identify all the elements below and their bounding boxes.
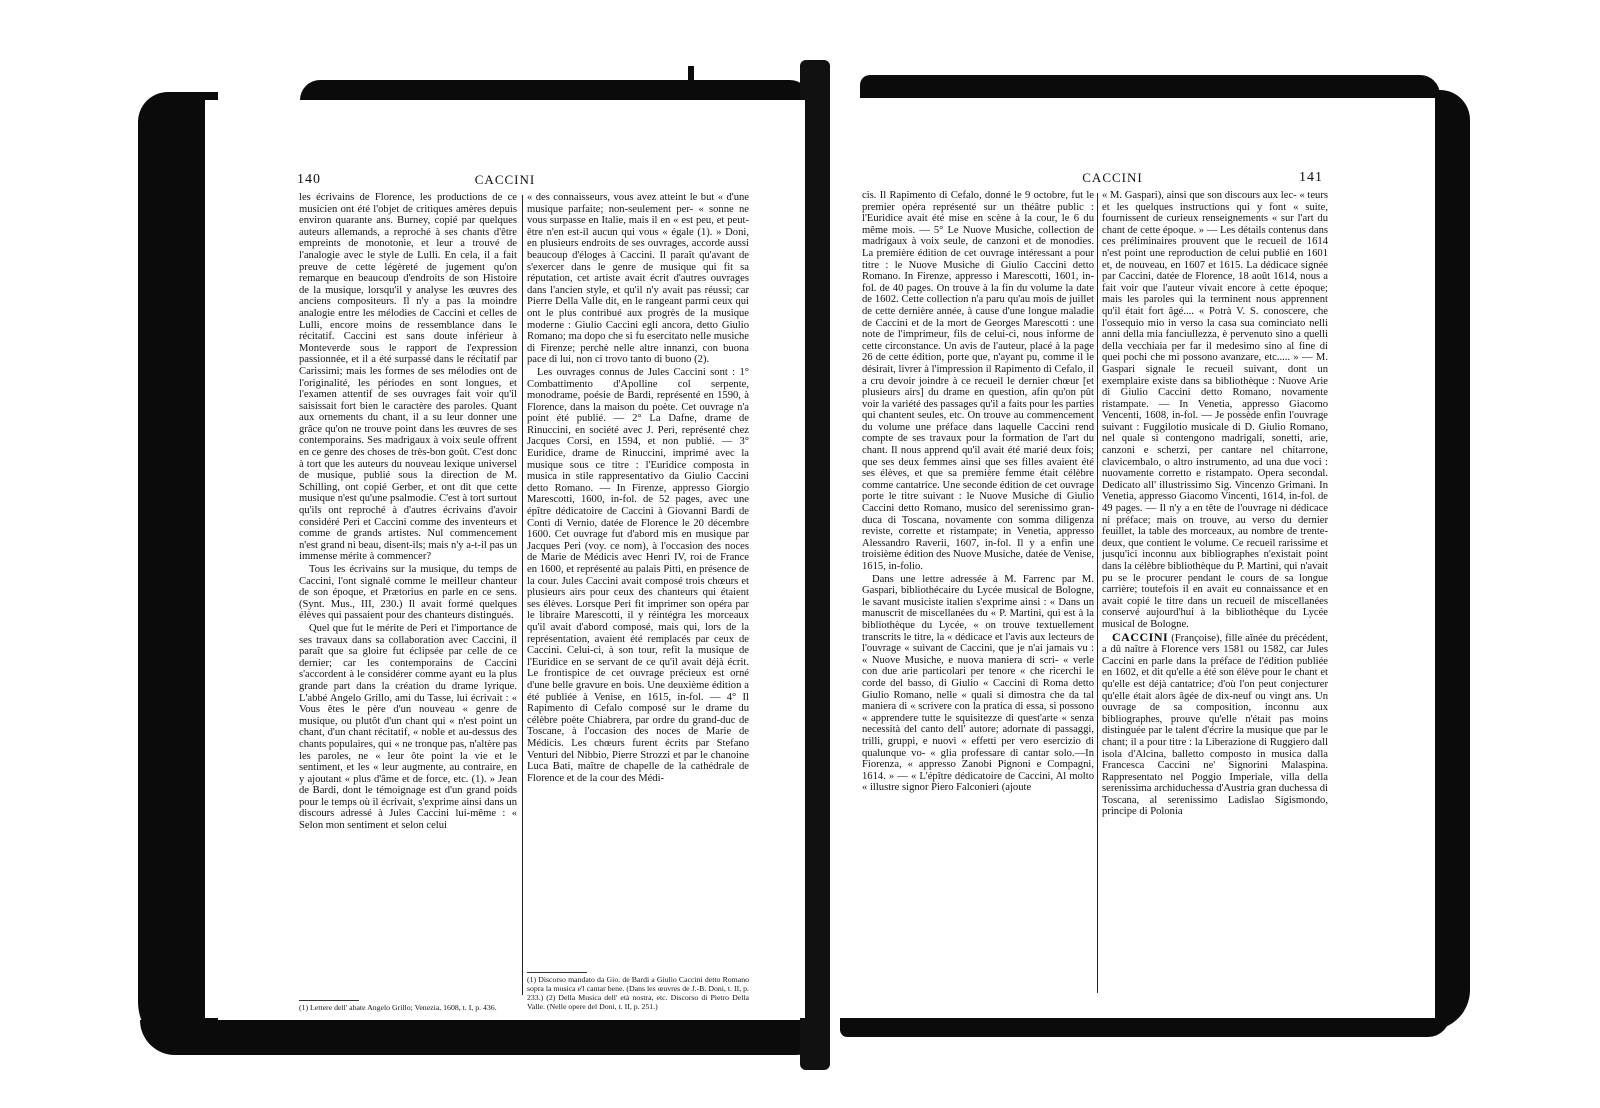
paragraph: « M. Gaspari), ainsi que son discours aux lec- « teurs et les quelques instructions qui y font « suite, fournissent de curieux renseignements « sur l'art du chant de cette époque. » — Les détails contenus dans ces préliminaires prouvent que le recueil de 1614 n'est point une reproduction de celui publié en 1601 et, de nouveau, en 1607 et 1615. La dédicace signée par Caccini, datée de Florence, 18 août 1614, nous a fait voir que l'auteur vivait encore à cette époque; mais les paroles qui la terminent nous apprennent qu'il était fort âgé.... « Potrà V. S. conoscere, che l'ossequio mio in verso la casa sua cominciato nelli anni della mia fanciullezza, è pervenuto sino a quelli della vecchiaia per far il medesimo sino al fine di quei pochi che mi possono avanzare, etc..... » — M. Gaspari signale le recueil suivant, dont un exemplaire existe dans sa bibliothèque : Nuove Arie di Giulio Caccini detto Romano, novamente ristampate. — In Venetia, appresso Giacomo Vencenti, 1608, in-fol. — Je possède enfin l'ouvrage suivant : Fuggilotio musicale di D. Giulio Romano, nel quale si contengono madrigali, sonetti, arie, canzoni e scherzi, per cantare nel chitarrone, clavicembalo, o altro instrumento, ad una due voci : nuovamente corretto e ristampato. Opera secondal. Dedicato all' illustrissimo Sig. Vincenzo Grimani. In Venetia, appresso Giacomo Vincenti, 1614, in-fol. de 49 pages. — Il n'y a en tête de l'ouvrage ni dédicace ni préface; mais on trouve, au verso du dernier feuillet, la table des morceaux, au nombre de trente-deux, que contient le volume. Ce recueil rarissime et jusqu'ici inconnu aux bibliographes n'existait point dans la célèbre bibliothèque du P. Martini, qui n'avait pu se le procurer pendant le cours de sa longue carrière; toutefois il en avait eu connaissance et en avait copié le titre dans un recueil de miscellanées conservé aujourd'hui à la bibliothèque du Lycée musical de Bologne. [1102, 190, 1328, 630]
footnote-text: (1) Discorso mandato da Gio. de Bardi a Giulio Caccini detto Romano sopra la musica e'l cantar bene. (Dans les œuvres de J.-B. Doni, t. II, p. 233.) (2) Della Musica dell' età nostra, etc. Discorso di Pietro Della Valle. (Nelle opere del Doni, t. II, p. 251.) [527, 975, 749, 1011]
running-head-title: CACCINI [474, 172, 536, 187]
left-page [205, 100, 805, 1018]
page-number: 140 [297, 172, 321, 187]
column-divider [522, 195, 523, 995]
text-column-2 [527, 192, 749, 882]
page-number: 141 [1299, 170, 1323, 185]
footnote-rule [299, 1000, 359, 1001]
paragraph: Dans une lettre adressée à M. Farrenc par M. Gaspari, bibliothécaire du Lycée musical de Bologne, le savant musiciste italien s'exprime ainsi : « Dans un manuscrit de miscellanées du « P. Martini, qui est à la bibliothèque du Lycée, « on trouve textuellement transcrits le titre, la « dédicace et l'avis aux lecteurs de l'ouvrage « suivant de Caccini, que je n'ai jamais vu : « Nuove Musiche, e nuova maniera di scri- « verle con due arie particolari per tenore « che ricerchi le corde del basso, di Giulio « Caccini di Roma detto Giulio Romano, nelle « quali si dimostra che da tal maniera di « scrivere con la pratica di essa, si possono « apprendere tutte le squisitezze di quest'arte « senza necessità del canto dell' autore; adornate di passaggi, trilli, gruppi, e nuovi « effetti per vero esercizio di qualunque vo- « glia professare di cantar solo.—In Fiorenza, « appresso Zanobi Pignoni e Compagni, 1614. » — « L'épître dédicatoire de Caccini, Al molto « illustre signor Piero Falconieri (ajoute [862, 573, 1094, 794]
column-divider [1097, 193, 1098, 993]
text-column-1 [299, 192, 517, 1000]
entry-text: fille aînée du précédent, a dû naître à Florence vers 1581 ou 1582, car Jules Caccini en parle dans la préface de l'édition publiée en 1602, et dit qu'elle a été son élève pour le chant et qu'elle est déjà cantatrice; d'où l'on peut conjecturer qu'elle était alors âgée de dix-neuf ou vingt ans. Un ouvrage de sa composition, inconnu aux bibliographes, prouve qu'elle n'était pas moins distinguée par le talent d'écrire la musique que par le chant; il a pour titre : la Liberazione di Ruggiero dall isola d'Alcina, balletto composto in musica dalla Francesca Caccini ne' Signorini Malaspina. Rappresentato nel Poggio Imperiale, villa della serenissima archiduchessa d'Austria gran duchessa di Toscana, al serenissimo Ladislao Sigismondo, principe di Polonia [1102, 632, 1328, 818]
entry-subheading: (Françoise), [1171, 632, 1223, 644]
scan-edge-bottom-left [140, 1020, 830, 1055]
scan-edge-bottom-right [840, 1015, 1450, 1037]
scan-notch [770, 80, 782, 88]
running-header [205, 172, 805, 192]
footnote [527, 975, 749, 1011]
paragraph: Tous les écrivains sur la musique, du temps de Caccini, l'ont signalé comme le meilleur chanteur de son époque, et Prætorius en parle en ce sens. (Synt. Mus., III, 230.) Il avait formé quelques élèves qui passaient pour des chanteurs distingués. [299, 564, 517, 622]
entry-heading: CACCINI [1112, 629, 1169, 644]
paragraph: Quel que fut le mérite de Peri et l'importance de ses travaux dans sa collaboration avec Caccini, il paraît que sa gloire fut éclipsée par celle de ce dernier; car les contemporains de Caccini s'accordent à le considérer comme ayant eu la plus grande part dans la création du drame lyrique. L'abbé Angelo Grillo, ami du Tasse, lui écrivait : « Vous êtes le père d'un nouveau « genre de musique, ou plutôt d'un chant qui « n'est point un chant, d'un chant récitatif, « noble et au-dessus des chants populaires, qui « ne tronque pas, n'altère pas les paroles, ne « leur ôte point la vie et le sentiment, et les « leur augmente, au contraire, en y ajoutant « plus d'âme et de force, etc. (1). » Jean de Bardi, dont le témoignage est d'un grand poids pour le temps où il écrivait, s'exprime ainsi dans un discours adressé à Jules Caccini lui-même : « Selon mon sentiment et selon celui [299, 622, 517, 832]
running-header [830, 170, 1435, 190]
right-page [830, 98, 1435, 1018]
paragraph: les écrivains de Florence, les productions de ce musicien ont été l'objet de critiques amères depuis environ quarante ans. Burney, copié par quelques auteurs allemands, a reproché à ses chants d'être empreints de monotonie, et leur a trouvé de l'analogie avec le style de Lulli. En cela, il a fait preuve de cette légèreté de jugement qu'on remarque en beaucoup d'endroits de son Histoire de la musique, lorsqu'il y analyse les œuvres des anciens compositeurs. Il n'y a pas la moindre analogie entre les mélodies de Caccini et celles de Lulli, encore moins de ressemblance dans le récitatif. Caccini est sans doute inférieur à Monteverde sous le rapport de l'expression passionnée, et il a été surpassé dans le récitatif par Carissimi; mais les formes de ses mélodies ont de l'originalité, les périodes en sont longues, et l'examen attentif de ses ouvrages fait voir qu'il saisissait fort bien le caractère des paroles. Quant aux ornements du chant, il a su leur donner une grâce qu'on ne trouve point dans les œuvres de ses contemporains. Ses madrigaux à voix seule offrent en ce genre des choses de très-bon goût. C'est donc à tort que les auteurs du nouveau lexique universel de musique, publié sous la direction de M. Schilling, ont copié Gerber, et ont dit que cette musique n'est qu'une psalmodie. C'est à tort surtout qu'ils ont reproché à d'autres écrivains d'avoir considéré Peri et Caccini comme des inventeurs et comme de grands artistes. Nul commencement n'est grand ni beau, disent-ils; mais n'y a-t-il pas un immense mérite à commencer? [299, 192, 517, 563]
text-column-2 [1102, 190, 1328, 1000]
entry-paragraph [1102, 629, 1328, 819]
text-column-1 [862, 190, 1094, 1000]
scan-edge-right [1430, 90, 1470, 1030]
paragraph: cis. Il Rapimento di Cefalo, donné le 9 octobre, fut le premier opéra représenté sur un théâtre public : l'Euridice avait été mise en scène à la cour, le 6 du même mois. — 5° Le Nuove Musiche, collection de madrigaux à voix seule, de canzoni et de monodies. La première édition de cet ouvrage intéressant a pour titre : le Nuove Musiche di Giulio Caccini detto Romano. In Firenze, appresso i Marescotti, 1601, in-fol. de 40 pages. On trouve à la fin du volume la date de 1602. Cette collection n'a paru qu'au mois de juillet de cette dernière année, à cause d'une longue maladie de Caccini et de la mort de Georges Marescotti : une note de l'imprimeur, fils de celui-ci, nous informe de cette circonstance. Un avis de l'auteur, placé à la page 26 de cette édition, porte que, n'ayant pu, comme il le désirait, livrer à l'impression il Rapimento di Cefalo, il a cru devoir joindre à ce recueil le dernier chœur [et plusieurs airs] du drame en question, afin qu'on pût voir la variété des passages qu'il a faits pour les parties qui chantent seules, etc. On trouve au commencement du volume une préface dans laquelle Caccini rend compte de ses travaux pour la formation de l'art du chant. Il nous apprend qu'il avait été marié deux fois; que ses deux femmes ainsi que ses filles avaient été ses élèves, et que sa première femme était célèbre comme cantatrice. Une seconde édition de cet ouvrage porte le titre suivant : le Nuove Musiche di Giulio Caccini detto Romano, musico del serenissimo gran-duca di Toscana, novamente con somma diligenza reviste, corrette et ristampate; in Venetia, appresso Alessandro Raverii, 1607, in-fol. Il y a enfin une troisième édition des Nuove Musiche, datée de Venise, 1615, in-folio. [862, 190, 1094, 572]
footnote-rule [527, 972, 587, 973]
footnote [299, 1003, 517, 1012]
paragraph: « des connaisseurs, vous avez atteint le but « d'une musique parfaite; non-seulement per- « sonne ne vous surpasse en Italie, mais il en « est peu, et peut-être n'en est-il aucun qui vous « égale (1). » Doni, en plusieurs endroits de ses ouvrages, accorde aussi beaucoup d'éloges à Caccini. Il paraît qu'avant de s'exercer dans le genre de musique qui fit sa réputation, cet artiste avait écrit d'autres ouvrages dans l'ancien style, et qu'il n'y avait pas réussi; car Pierre Della Valle dit, en le rangeant parmi ceux qui ont le plus contribué aux progrès de la musique moderne : Giulio Caccini egli ancora, detto Giulio Romano; ma dopo che si fu esercitato nelle musiche di Firenze; perchè nelle altre innanzi, con buona pace di lui, non ci trovo tanto di buono (2). [527, 192, 749, 366]
footnote-text: (1) Lettere dell' abate Angelo Grillo; Venezia, 1608, t. I, p. 436. [299, 1003, 497, 1012]
running-head-title: CACCINI [1082, 170, 1143, 185]
paragraph: Les ouvrages connus de Jules Caccini sont : 1° Combattimento d'Apolline col serpente, monodrame, poésie de Bardi, représenté en 1590, à Florence, dans la maison du poète. Cet ouvrage n'a point été publié. — 2° La Dafne, drame de Rinuccini, en société avec J. Peri, représenté chez Jacques Corsi, en 1594, et non publié. — 3° Euridice, drame de Rinuccini, imprimé avec la musique sous ce titre : l'Euridice composta in musica in stile rappresentativo da Giulio Caccini detto Romano. — In Firenze, appresso Giorgio Marescotti, 1600, in-fol. de 52 pages, avec une épître dédicatoire de Caccini à Giovanni Bardi de Conti di Vernio, datée de Florence le 20 décembre 1600. Cet ouvrage fut d'abord mis en musique par Jacques Peri (voy. ce nom), à l'occasion des noces de Marie de Médicis avec Henri IV, roi de France en 1600, et représenté au palais Pitti, en présence de la cour. Jules Caccini avait composé trois chœurs et plusieurs airs pour ceux des chanteurs qui étaient ses élèves. Lorsque Peri fit imprimer son opéra par le libraire Marescotti, il y réintégra les morceaux qu'il avait d'abord composé, mais qui, lors de la représentation, avaient été remplacés par ceux de Caccini. Celui-ci, à son tour, refit la musique de l'Euridice en se servant de ce qu'il avait déjà écrit. Le frontispice de cet ouvrage précieux est orné d'une belle gravure en bois. Une deuxième édition a été publiée à Venise, en 1615, in-fol. — 4° Il Rapimento di Cefalo composé sur le drame du célèbre poète Chiabrera, par ordre du grand-duc de Toscane, à l'occasion des noces de Marie de Médicis. Les chœurs furent écrits par Stefano Venturi del Nibbio, Pierre Strozzi et par le chanoine Luca Bati, maître de chapelle de la cathédrale de Florence et de la cour des Médi- [527, 366, 749, 784]
